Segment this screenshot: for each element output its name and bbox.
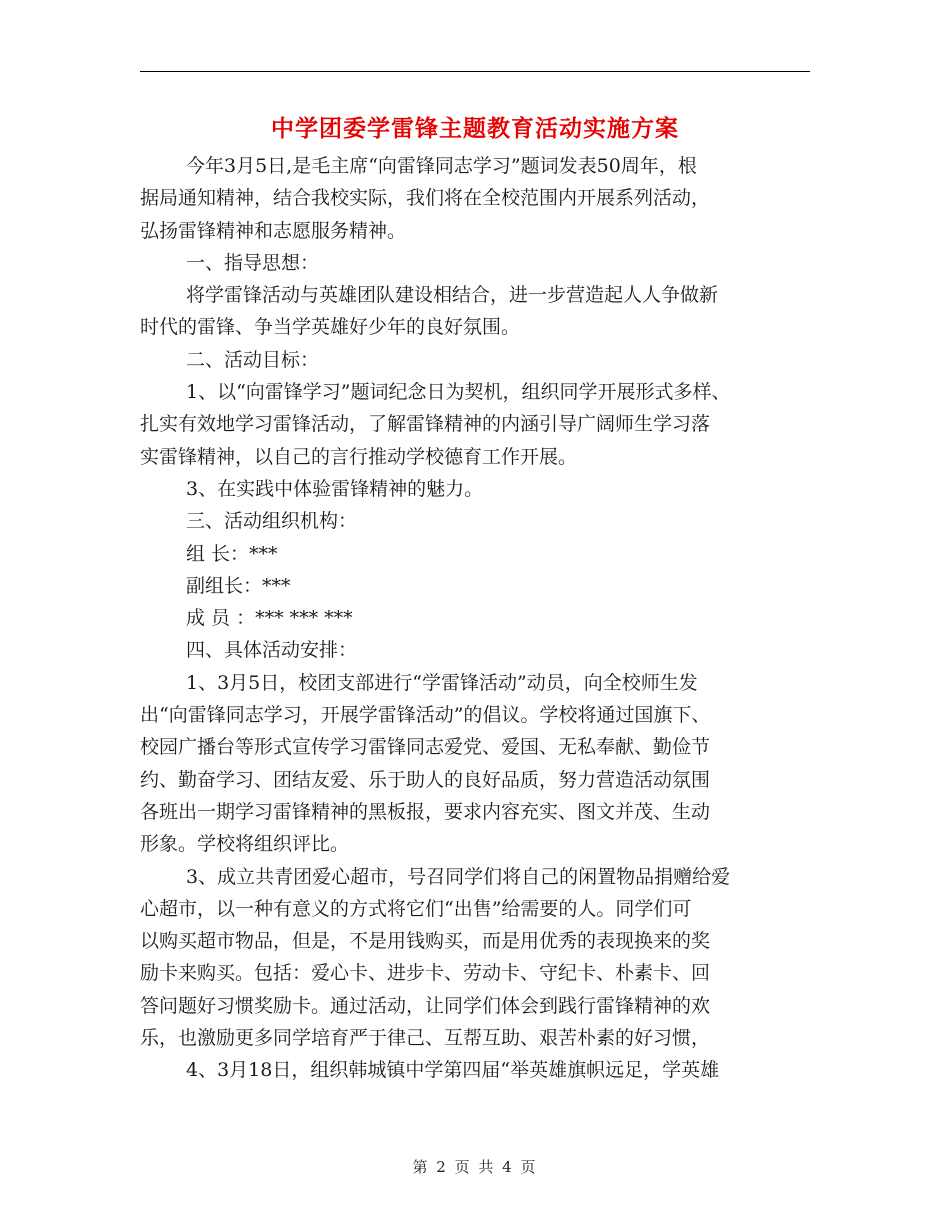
document-title: 中学团委学雷锋主题教育活动实施方案 xyxy=(271,115,679,142)
text-line: 组 长：*** xyxy=(186,542,278,565)
text-line: 四、具体活动安排： xyxy=(186,639,358,662)
text-line: 出“向雷锋同志学习，开展学雷锋活动”的倡议。学校将通过国旗下、 xyxy=(140,704,711,727)
text-line: 约、勤奋学习、团结友爱、乐于助人的良好品质，努力营造活动氛围 xyxy=(140,768,711,791)
text-line: 实雷锋精神，以自己的言行推动学校德育工作开展。 xyxy=(140,445,578,468)
text-line: 4、3月18日，组织韩城镇中学第四届“举英雄旗帜远足，学英雄 xyxy=(186,1059,720,1082)
text-line: 扎实有效地学习雷锋活动，了解雷锋精神的内涵引导广阔师生学习落 xyxy=(140,413,711,436)
text-line: 今年3月5日,是毛主席“向雷锋同志学习”题词发表50周年，根 xyxy=(186,155,697,177)
text-line: 三、活动组织机构： xyxy=(186,510,358,533)
text-line: 一、指导思想： xyxy=(186,251,320,274)
text-line: 据局通知精神，结合我校实际，我们将在全校范围内开展系列活动， xyxy=(140,187,711,210)
text-line: 校园广播台等形式宣传学习雷锋同志爱党、爱国、无私奉献、勤俭节 xyxy=(140,736,711,759)
page-footer: 第 2 页 共 4 页 xyxy=(412,1158,538,1176)
text-line: 1、以“向雷锋学习”题词纪念日为契机，组织同学开展形式多样、 xyxy=(186,381,731,404)
text-line: 时代的雷锋、争当学英雄好少年的良好氛围。 xyxy=(140,316,521,339)
text-line: 各班出一期学习雷锋精神的黑板报，要求内容充实、图文并茂、生动 xyxy=(140,800,711,823)
text-line: 1、3月5日，校团支部进行“学雷锋活动”动员，向全校师生发 xyxy=(186,671,698,694)
text-line: 二、活动目标： xyxy=(186,348,320,371)
text-line: 励卡来购买。包括：爱心卡、进步卡、劳动卡、守纪卡、朴素卡、回 xyxy=(140,962,711,985)
text-line: 3、成立共青团爱心超市，号召同学们将自己的闲置物品捐赠给爱 xyxy=(186,865,731,888)
text-line: 心超市，以一种有意义的方式将它们“出售”给需要的人。同学们可 xyxy=(140,897,692,920)
text-line: 弘扬雷锋精神和志愿服务精神。 xyxy=(140,219,407,242)
text-line: 形象。学校将组织评比。 xyxy=(140,833,350,856)
text-line: 答问题好习惯奖励卡。通过活动，让同学们体会到践行雷锋精神的欢 xyxy=(140,994,711,1017)
document-body xyxy=(140,150,830,1087)
text-line: 以购买超市物品，但是，不是用钱购买，而是用优秀的表现换来的奖 xyxy=(140,930,711,953)
text-line: 乐，也激励更多同学培育严于律己、互帮互助、艰苦朴素的好习惯， xyxy=(140,1027,711,1050)
text-line: 副组长：*** xyxy=(186,574,291,597)
text-line: 3、在实践中体验雷锋精神的魅力。 xyxy=(186,477,484,500)
text-line: 将学雷锋活动与英雄团队建设相结合，进一步营造起人人争做新 xyxy=(186,284,719,307)
header-rule xyxy=(140,71,810,72)
text-line: 成 员 ：*** *** *** xyxy=(186,607,353,630)
